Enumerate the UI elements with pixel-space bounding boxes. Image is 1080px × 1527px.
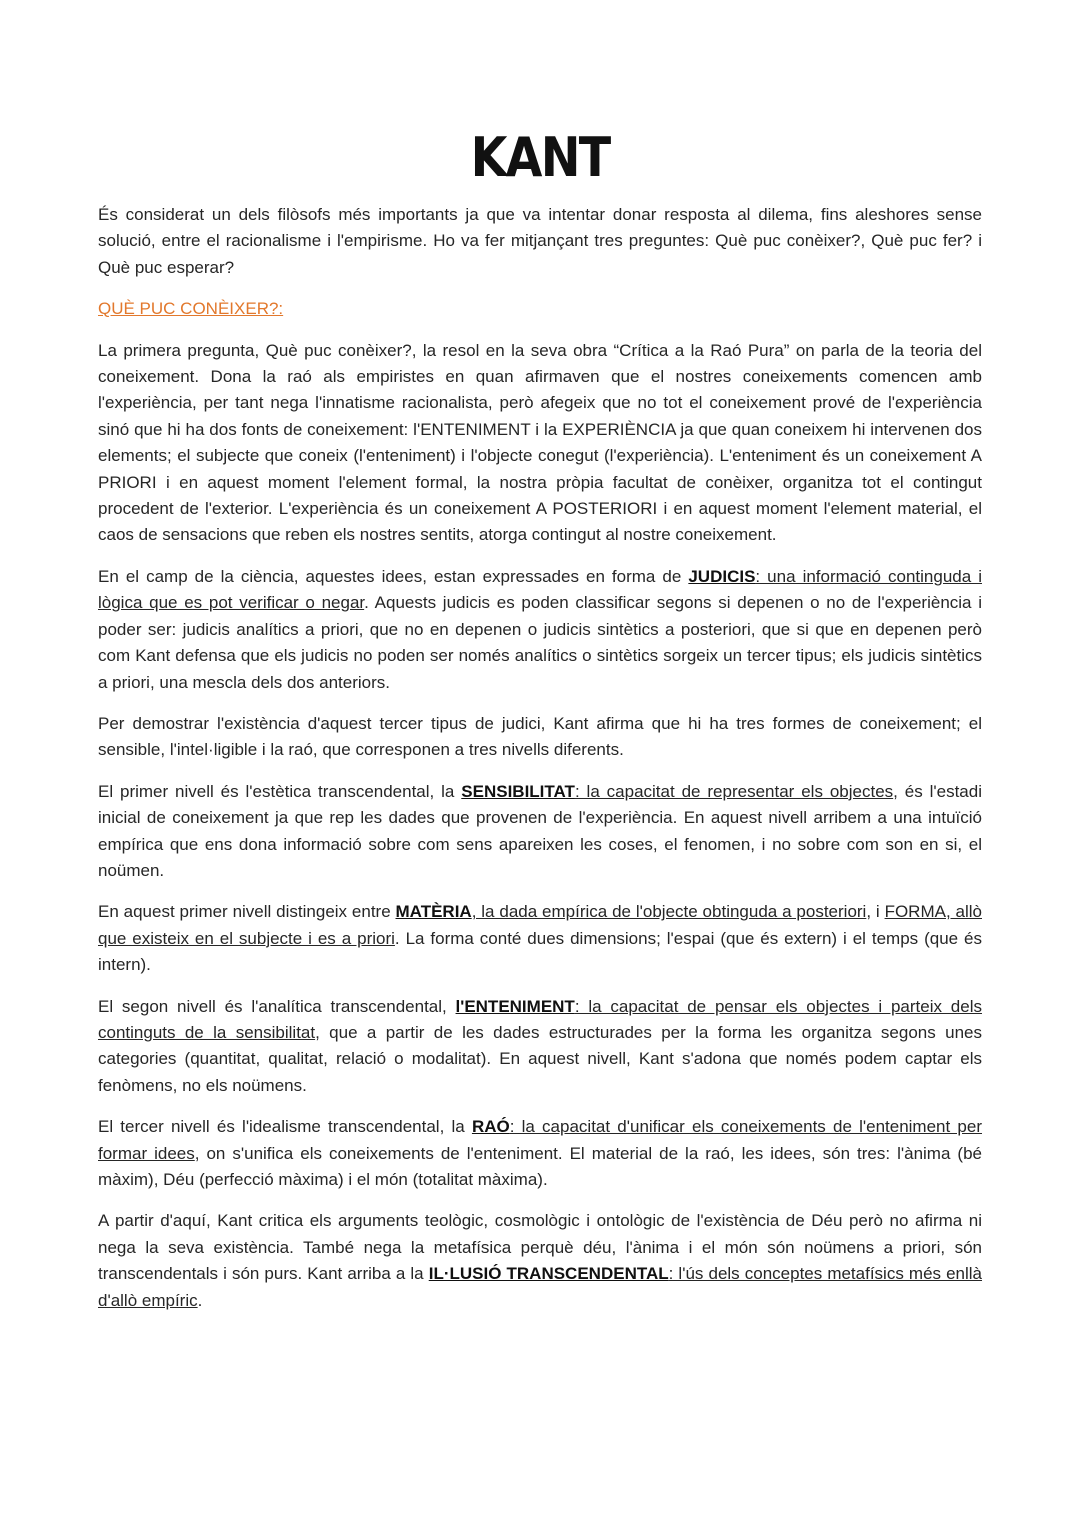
term-rao: RAÓ bbox=[471, 1117, 510, 1137]
definition: , la dada empírica de l'objecte obtinguda a posteriori bbox=[471, 902, 867, 922]
text: En el camp de la ciència, aquestes idees, estan expressades en forma de bbox=[98, 566, 689, 586]
term-forma: FORMA, allò que existeix en el subjecte i es a priori bbox=[98, 902, 982, 948]
paragraph-8 bbox=[98, 1208, 982, 1314]
text: , és l'estadi inicial de coneixement ja que rep les dades que provenen de l'experiència. En aquest nivell arribem a una intuïció empírica que ens dona informació sobre com sens apareixen les coses, el fenomen, i no sobre com son en si, el noümen. bbox=[98, 781, 982, 880]
paragraph-2 bbox=[98, 564, 982, 696]
term-sensibilitat: SENSIBILITAT bbox=[461, 781, 575, 801]
paragraph-6 bbox=[98, 994, 982, 1100]
text: . La forma conté dues dimensions; l'espai (que és extern) i el temps (que és intern). bbox=[98, 928, 983, 975]
paragraph-3: Per demostrar l'existència d'aquest tercer tipus de judici, Kant afirma que hi ha tres formes de coneixement; el sensible, l'intel·ligible i la raó, que corresponen a tres nivells diferents. bbox=[98, 713, 982, 760]
paragraph-1: La primera pregunta, Què puc conèixer?, la resol en la seva obra “Crítica a la Raó Pura” on parla de la teoria del coneixement. Dona la raó als empiristes en quan afirmaven que el nostres coneixements comencen amb l'experiència, per tant nega l'innatisme racionalista, però afegeix que no tot el coneixement prové de l'experiència sinó que hi ha dos fonts de coneixement: l'ENTENIMENT i la EXPERIÈNCIA ja que quan coneixem hi intervenen dos elements; el subjecte que coneix (l'enteniment) i l'objecte conegut (l'experiència). L'enteniment és un coneixement A PRIORI i en aquest moment l'element formal, la nostra pròpia facultat de conèixer, organitza tot el contingut procedent de l'exterior. L'experiència és un coneixement A POSTERIORI i en aquest moment l'element material, el caos de sensacions que reben els nostres sentits, atorga contingut al nostre coneixement. bbox=[98, 340, 982, 545]
text: , que a partir de les dades estructurades per la forma les organitza segons unes categories (quantitat, qualitat, relació o modalitat). En aquest nivell, Kant s'adona que només podem captar els fenòmens, no els noümens. bbox=[98, 1022, 982, 1095]
text: . Aquests judicis es poden classificar segons si depenen o no de l'experiència i poder ser: judicis analítics a priori, que no en depenen o judicis sintètics a posteriori, que si que en depenen però com Kant defensa que els judicis no poden ser només analítics o sintètics sorgeix un tercer tipus; els judicis sintètics a priori, una mescla dels dos anteriors. bbox=[98, 593, 983, 692]
section-heading: QUÈ PUC CONÈIXER?: bbox=[98, 299, 284, 319]
definition: : una informació continguda i lògica que es pot verificar o negar bbox=[98, 566, 982, 613]
text: En aquest primer nivell distingeix entre bbox=[98, 902, 396, 922]
document-page bbox=[98, 126, 982, 1329]
text: . bbox=[197, 1290, 203, 1310]
definition: : la capacitat de pensar els objectes i parteix dels continguts de la sensibilitat bbox=[98, 996, 982, 1042]
paragraph-5 bbox=[98, 899, 982, 978]
text: El primer nivell és l'estètica transcendental, la bbox=[98, 781, 462, 801]
definition: : l'ús dels conceptes metafísics més enllà d'allò empíric bbox=[98, 1264, 983, 1310]
intro-paragraph: És considerat un dels filòsofs més importants ja que va intentar donar resposta al dilema, fins aleshores sense solució, entre el racionalisme i l'empirisme. Ho va fer mitjançant tres preguntes: Què puc conèixer?, Què puc fer? i Què puc esperar? bbox=[98, 205, 982, 277]
text: El tercer nivell és l'idealisme transcendental, la bbox=[98, 1117, 472, 1137]
text: El segon nivell és l'analítica transcendental, bbox=[98, 996, 456, 1016]
term-materia: MATÈRIA bbox=[395, 902, 472, 922]
definition: : la capacitat d'unificar els coneixements de l'enteniment per formar idees bbox=[98, 1117, 982, 1163]
text: , i bbox=[866, 902, 885, 922]
term-judicis: JUDICIS bbox=[688, 566, 756, 586]
page-title: KANT bbox=[470, 126, 610, 189]
paragraph-4 bbox=[98, 779, 982, 885]
definition: : la capacitat de representar els objectes bbox=[574, 781, 894, 801]
term-enteniment: l'ENTENIMENT bbox=[455, 996, 575, 1016]
paragraph-7 bbox=[98, 1114, 982, 1193]
term-illusio: IL·LUSIÓ TRANSCENDENTAL bbox=[428, 1264, 669, 1284]
text: A partir d'aquí, Kant critica els arguments teològic, cosmològic i ontològic de l'existència de Déu però no afirma ni nega la seva existència. També nega la metafísica perquè déu, l'ànima i el món són noümens a priori, són transcendentals i són purs. Kant arriba a la bbox=[98, 1211, 982, 1284]
text: , on s'unifica els coneixements de l'enteniment. El material de la raó, les idees, són tres: l'ànima (bé màxim), Déu (perfecció màxima) i el món (totalitat màxima). bbox=[98, 1143, 982, 1189]
